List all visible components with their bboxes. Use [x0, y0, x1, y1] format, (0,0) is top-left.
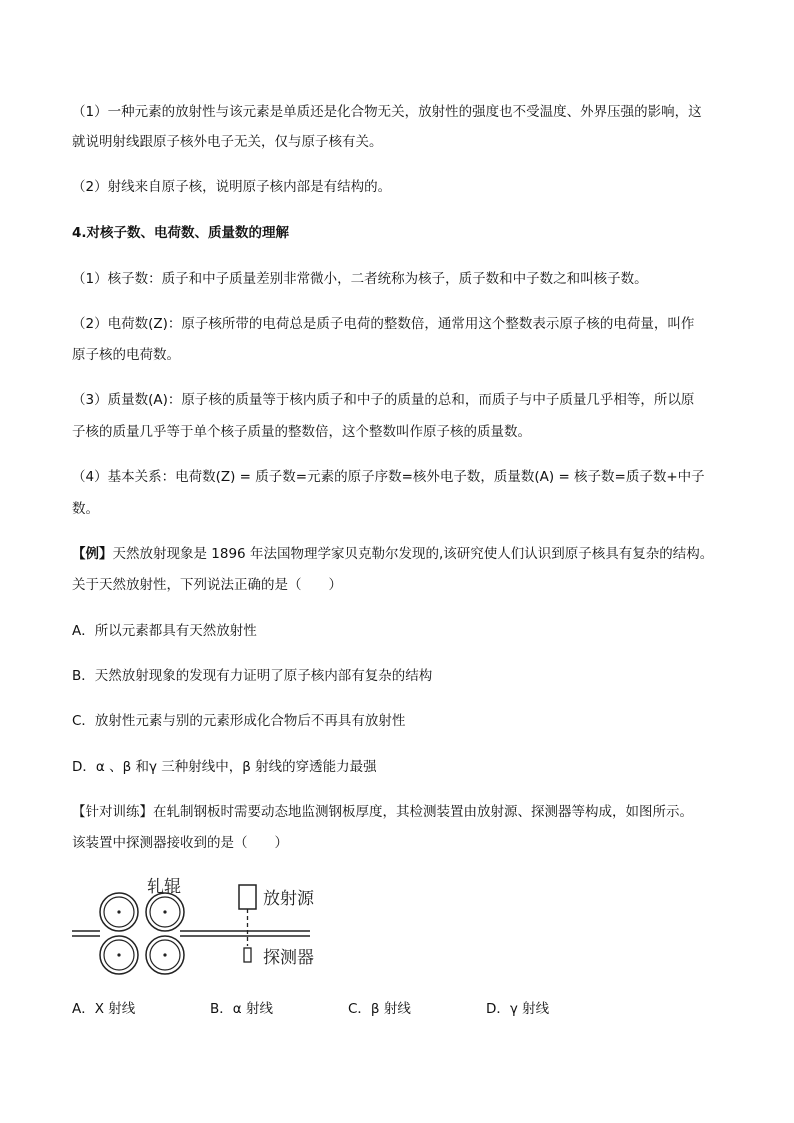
section4-paragraph4-line1: （4）基本关系：电荷数(Z) = 质子数=元素的原子序数=核外电子数，质量数(A) = 核子数=质子数+中子 [72, 469, 705, 485]
training-tag: 【针对训练】 [72, 804, 153, 820]
example-option-d: D．α 、β 和γ 三种射线中，β 射线的穿透能力最强 [72, 759, 377, 775]
label-radiation-source: 放射源 [263, 889, 314, 909]
example-question-line1 [72, 538, 726, 570]
label-detector: 探测器 [263, 948, 314, 968]
section4-paragraph1: （1）核子数：质子和中子质量差别非常微小，二者统称为核子，质子数和中子数之和叫核子数。 [72, 271, 648, 287]
training-question-text: 在轧制钢板时需要动态地监测钢板厚度，其检测装置由放射源、探测器等构成，如图所示。 [153, 804, 693, 820]
section4-paragraph2-line1: （2）电荷数(Z)：原子核所带的电荷总是质子电荷的整数倍，通常用这个整数表示原子核的电荷量，叫作 [72, 316, 695, 332]
training-option-b: B．α 射线 [210, 1001, 273, 1017]
section3-paragraph2: （2）射线来自原子核，说明原子核内部是有结构的。 [72, 179, 392, 195]
training-option-a: A．X 射线 [72, 1001, 136, 1017]
training-option-d: D．γ 射线 [486, 1001, 550, 1017]
section4-paragraph2-line2: 原子核的电荷数。 [72, 347, 180, 363]
roller-bottom-left [100, 936, 138, 974]
roller-top-left [100, 893, 138, 931]
section4-paragraph4-line2: 数。 [72, 501, 99, 517]
detector-box [244, 948, 251, 962]
label-rollers: 轧辊 [147, 877, 181, 897]
roller-top-right [146, 893, 184, 931]
example-question-text: 天然放射现象是 1896 年法国物理学家贝克勒尔发现的,该研究使人们认识到原子核具有复杂的结构。 [112, 546, 714, 562]
radiation-source-box [239, 885, 256, 909]
example-option-b: B．天然放射现象的发现有力证明了原子核内部有复杂的结构 [72, 668, 433, 684]
rolling-mill-figure [70, 872, 330, 977]
section3-paragraph1-line2: 就说明射线跟原子核外电子无关，仅与原子核有关。 [72, 134, 383, 150]
example-option-a: A．所以元素都具有天然放射性 [72, 623, 257, 639]
section4-paragraph3-line1: （3）质量数(A)：原子核的质量等于核内质子和中子的质量的总和，而质子与中子质量几乎相等，所以原 [72, 392, 695, 408]
training-question-line2: 该装置中探测器接收到的是（ ） [72, 835, 288, 851]
roller-bottom-right [146, 936, 184, 974]
training-option-c: C．β 射线 [348, 1001, 411, 1017]
section4-heading: 4.对核子数、电荷数、质量数的理解 [72, 225, 290, 241]
example-question-line2: 关于天然放射性，下列说法正确的是（ ） [72, 577, 342, 593]
training-options [72, 993, 726, 1025]
section4-paragraph3-line2: 子核的质量几乎等于单个核子质量的整数倍，这个整数叫作原子核的质量数。 [72, 424, 531, 440]
example-option-c: C．放射性元素与别的元素形成化合物后不再具有放射性 [72, 713, 406, 729]
example-tag: 【例】 [72, 546, 113, 562]
section3-paragraph1-line1: （1）一种元素的放射性与该元素是单质还是化合物无关，放射性的强度也不受温度、外界压强的影响，这 [72, 104, 702, 120]
training-question-line1 [72, 796, 726, 828]
